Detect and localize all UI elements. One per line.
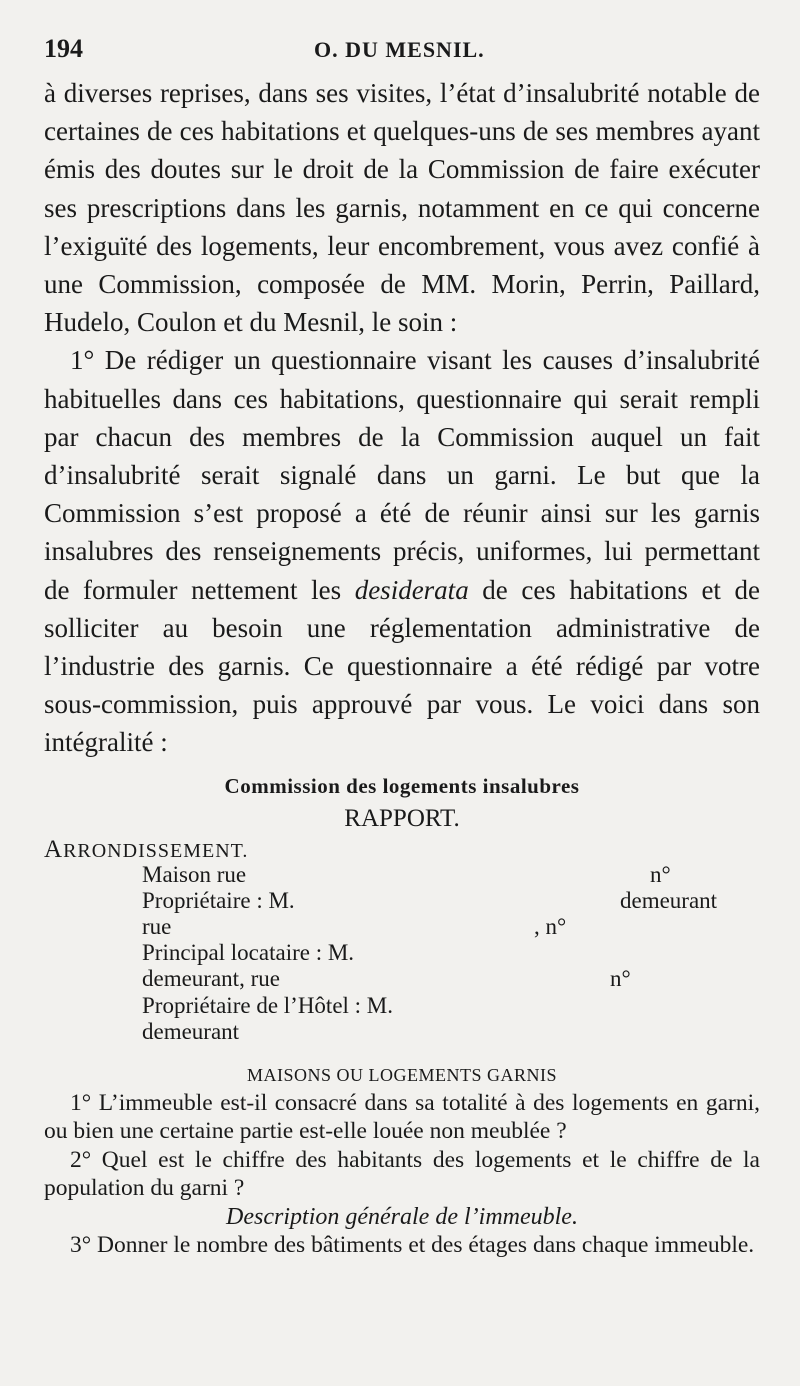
- running-head: [44, 34, 760, 74]
- arrondissement-label: [44, 834, 760, 862]
- section-heading: MAISONS OU LOGEMENTS GARNIS: [246, 1064, 558, 1085]
- paragraph-2-start: 1° De rédiger un questionnaire visant les causes d’insalubrité habituelles dans ces habitations, questionnaire qui serait rempli par chacun des membres de la Commission auquel un fait d’insalubrité serait signalé dans un garni. Le but que la Commission s’est proposé a été de réunir ainsi sur les garnis insalubres des renseignements précis, uniformes, lui permettant de formuler nettement les: [44, 345, 760, 605]
- form-row-proprietaire: [142, 888, 742, 914]
- numero-label-2: , n°: [534, 914, 567, 940]
- paragraph-2-end: de ces habitations et de solliciter au besoin une réglementation administrative de l’industrie des garnis. Ce questionnaire a été rédigé par votre sous-commission, puis approuvé par vous. Le voici dans son intégralité :: [44, 574, 760, 758]
- questions: [44, 1089, 760, 1260]
- numero-label-1: n°: [650, 861, 671, 887]
- running-title: O. DU MESNIL.: [314, 37, 485, 62]
- numero-label-3: n°: [610, 966, 631, 992]
- form-fields: [142, 862, 742, 1045]
- paragraph-2: [44, 341, 760, 761]
- form-row-rue: [142, 914, 742, 940]
- arrondissement-initial: A: [44, 835, 64, 863]
- question-3: 3° Donner le nombre des bâtiments et des étages dans chaque immeuble.: [70, 1231, 755, 1258]
- description-title: Description générale de l’immeuble.: [226, 1203, 578, 1230]
- maison-rue-label: Maison rue: [142, 861, 247, 887]
- form-row-maison: [142, 862, 742, 888]
- demeurant-rue-label: demeurant, rue: [142, 966, 280, 992]
- principal-locataire-label: Principal locataire : M.: [142, 940, 355, 966]
- page-number: 194: [44, 34, 83, 63]
- demeurant-label-2: demeurant: [142, 1018, 240, 1044]
- rue-label: rue: [142, 914, 172, 940]
- form-title: Commission des logements insalubres: [224, 773, 580, 798]
- arrondissement-rest: RRONDISSEMENT.: [63, 839, 249, 862]
- proprietaire-label: Propriétaire : M.: [142, 887, 295, 913]
- form-row-demeurant-rue: [142, 966, 742, 992]
- form-row-demeurant: [142, 1019, 742, 1045]
- question-1: 1° L’immeuble est-il consacré dans sa totalité à des logements en garni, ou bien une certaine partie est-elle louée non meublée ?: [44, 1089, 760, 1145]
- paragraph-2-italic: desiderata: [354, 574, 469, 605]
- form-row-principal-locataire: [142, 940, 742, 966]
- demeurant-label-1: demeurant: [620, 887, 718, 913]
- paragraph-1: à diverses reprises, dans ses visites, l’état d’insalubrité notable de certaines de ces habitations et quelques-uns de ses membres ayant émis des doutes sur le droit de la Commission de faire exécuter ses prescriptions dans les garnis, notamment en ce qui concerne l’exiguïté des logements, leur encombrement, vous avez confié à une Commission, composée de MM. Morin, Perrin, Paillard, Hudelo, Coulon et du Mesnil, le soin :: [44, 78, 760, 338]
- form-row-proprietaire-hotel: [142, 993, 742, 1019]
- proprietaire-hotel-label: Propriétaire de l’Hôtel : M.: [142, 992, 394, 1018]
- question-2: 2° Quel est le chiffre des habitants des logements et le chiffre de la population du garni ?: [44, 1146, 760, 1202]
- form-rapport: RAPPORT.: [344, 804, 460, 832]
- body-text: [44, 74, 760, 762]
